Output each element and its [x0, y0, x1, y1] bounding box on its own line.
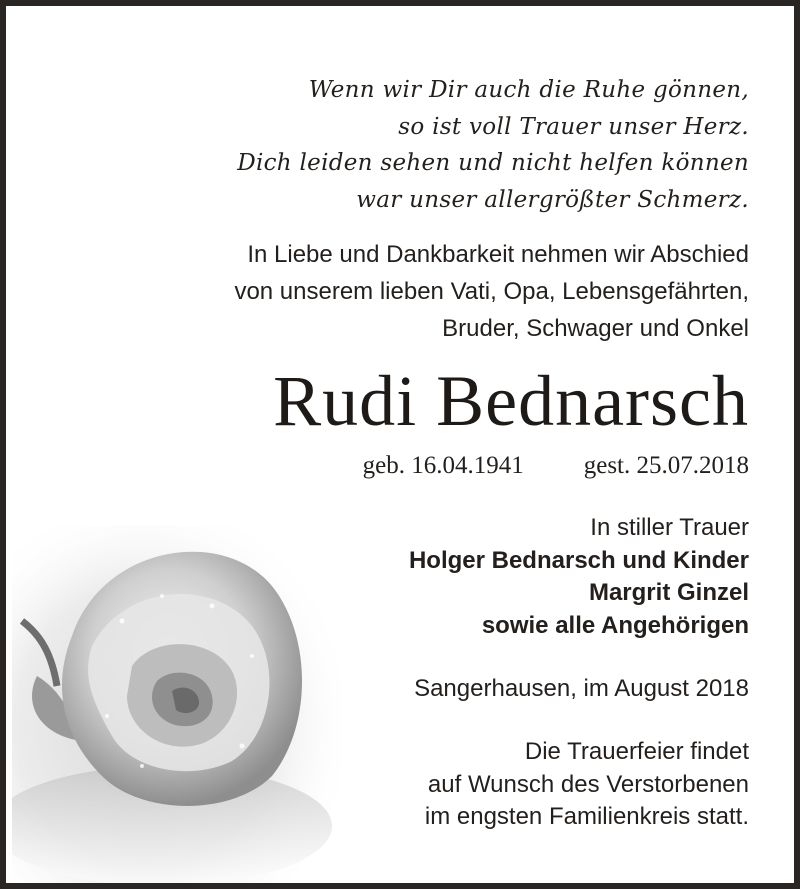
mourner-name: Holger Bednarsch und Kinder — [408, 546, 749, 574]
farewell-line: von unserem lieben Vati, Opa, Lebensgefährten, — [234, 278, 749, 305]
farewell-line: Bruder, Schwager und Onkel — [442, 315, 749, 342]
place-and-date: Sangerhausen, im August 2018 — [414, 675, 749, 702]
mourner-name: sowie alle Angehörigen — [481, 611, 749, 639]
poem — [237, 72, 749, 218]
poem-line: Wenn wir Dir auch die Ruhe gönnen, — [308, 77, 749, 103]
life-dates — [363, 451, 749, 481]
funeral-line: Die Trauerfeier findet — [524, 738, 749, 765]
funeral-note — [425, 736, 749, 834]
mourner-name: Margrit Ginzel — [588, 579, 749, 606]
death-date: gest. 25.07.2018 — [583, 452, 749, 479]
funeral-line: im engsten Familienkreis statt. — [424, 803, 749, 830]
farewell-text — [234, 236, 749, 347]
poem-line: Dich leiden sehen und nicht helfen können — [237, 150, 749, 176]
deceased-name: Rudi Bednarsch — [273, 361, 749, 441]
birth-date: geb. 16.04.1941 — [362, 452, 524, 479]
farewell-line: In Liebe und Dankbarkeit nehmen wir Abschied — [247, 241, 749, 268]
funeral-line: auf Wunsch des Verstorbenen — [427, 770, 749, 798]
poem-line: so ist voll Trauer unser Herz. — [398, 113, 749, 140]
poem-line: war unser allergrößter Schmerz. — [356, 186, 749, 213]
mourners — [409, 512, 749, 642]
mourning-heading: In stiller Trauer — [590, 514, 749, 541]
rose-image — [12, 526, 342, 889]
